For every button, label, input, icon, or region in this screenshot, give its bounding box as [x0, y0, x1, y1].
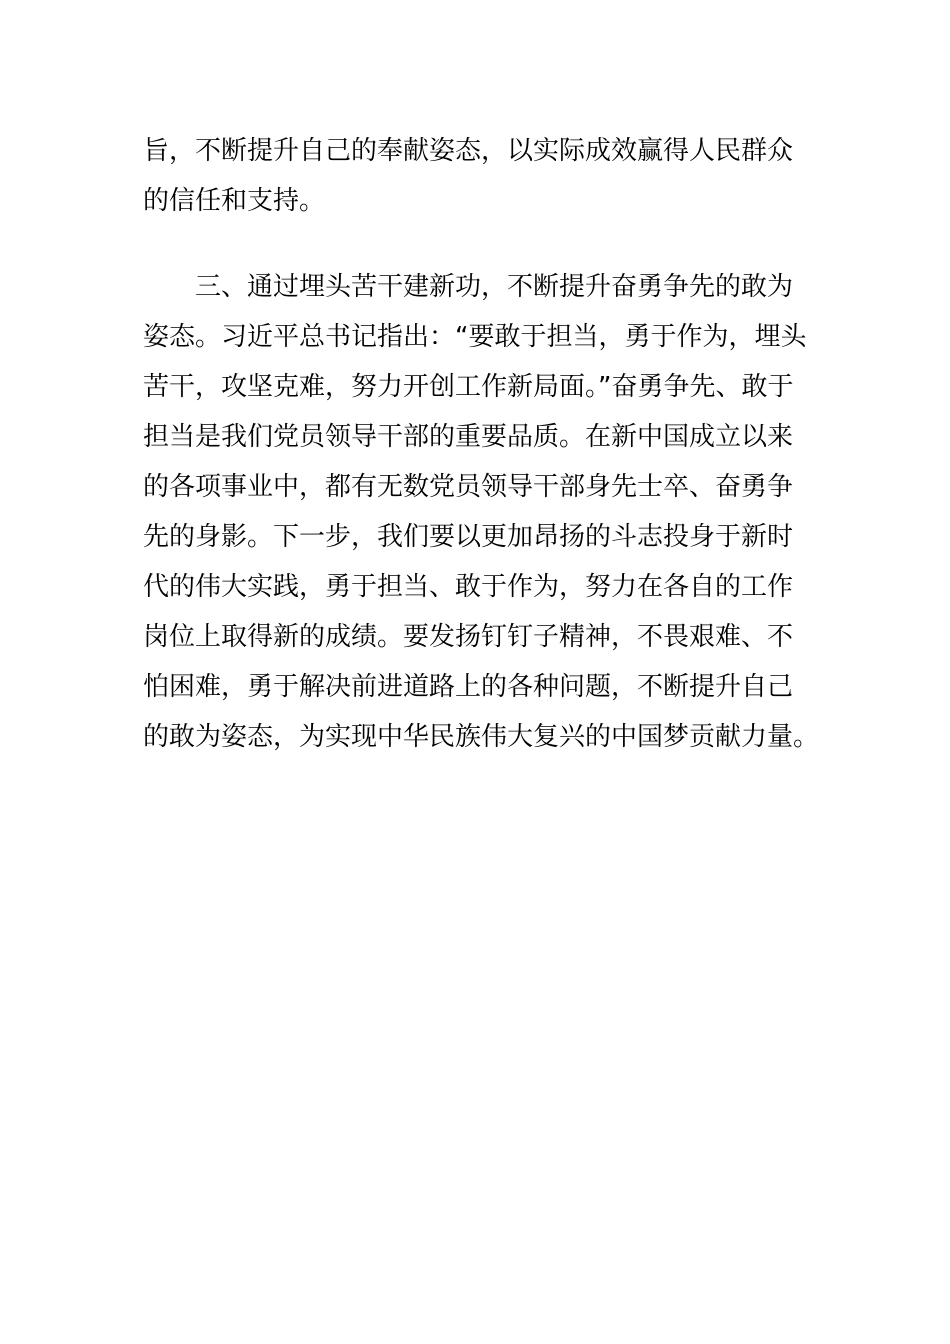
text-line: 的各项事业中，都有无数党员领导干部身先士卒、奋勇争 [143, 472, 794, 502]
text-line: 先的身影。下一步，我们要以更加昂扬的斗志投身于新时 [143, 522, 794, 552]
text-line: 苦干，攻坚克难，努力开创工作新局面。”奋勇争先、敢于 [143, 372, 794, 402]
paragraph-continuation [143, 126, 823, 226]
text-line: 担当是我们党员领导干部的重要品质。在新中国成立以来 [143, 422, 794, 452]
text-line: 代的伟大实践，勇于担当、敢于作为，努力在各自的工作 [143, 572, 794, 602]
text-line: 岗位上取得新的成绩。要发扬钉钉子精神，不畏艰难、不 [143, 622, 794, 652]
text-line: 的信任和支持。 [143, 186, 326, 216]
text-line-first: 三、通过埋头苦干建新功，不断提升奋勇争先的敢为 [195, 272, 794, 302]
text-line: 怕困难，勇于解决前进道路上的各种问题，不断提升自己 [143, 672, 794, 702]
text-line: 旨，不断提升自己的奉献姿态，以实际成效赢得人民群众 [143, 136, 794, 166]
text-line: 的敢为姿态，为实现中华民族伟大复兴的中国梦贡献力量。 [143, 722, 820, 752]
paragraph-section-three [143, 262, 823, 762]
text-line: 姿态。习近平总书记指出：“要敢于担当，勇于作为，埋头 [143, 322, 807, 352]
